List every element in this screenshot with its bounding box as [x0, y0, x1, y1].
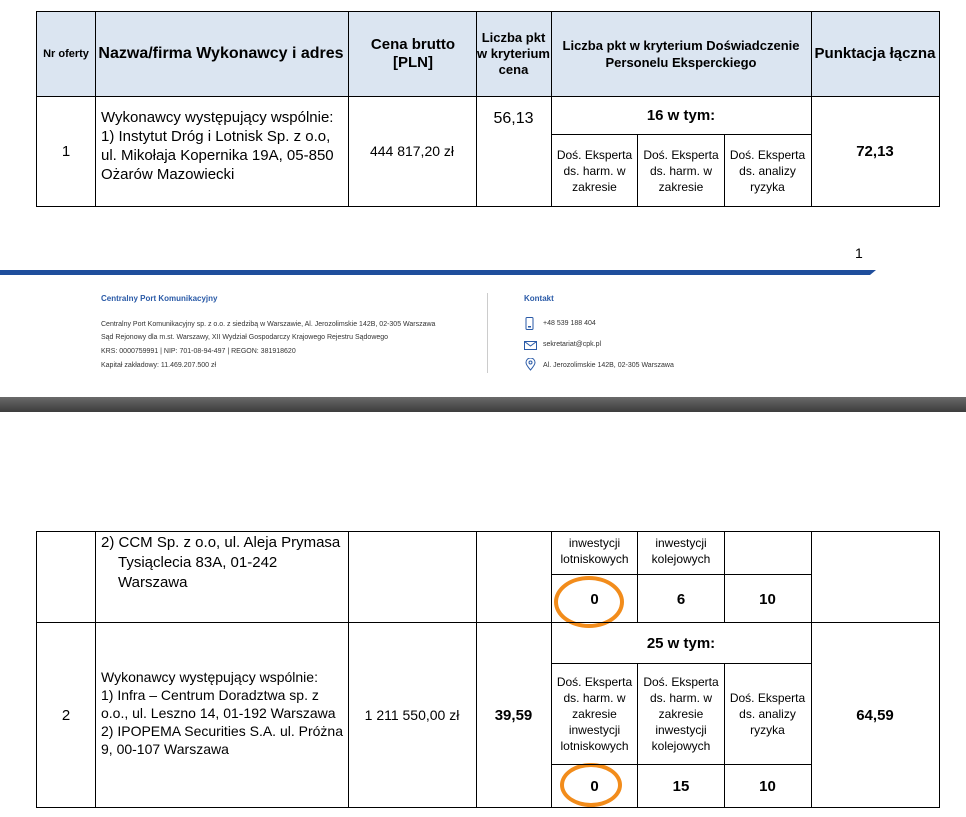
- header-price: Cena brutto [PLN]: [353, 11, 473, 96]
- footer-phone[interactable]: +48 539 188 404: [543, 320, 596, 327]
- offer1-sub1-top: Doś. Eksperta ds. harm. w zakresie: [556, 148, 633, 194]
- offer1-val3: 10: [759, 591, 776, 608]
- header-name: Nazwa/firma Wykonawcy i adres: [95, 11, 347, 96]
- footer-company-line4: Kapitał zakładowy: 11.469.207.500 zł: [101, 362, 217, 369]
- offer2-sub1: Doś. Eksperta ds. harm. w zakresie inwestycji lotniskowych: [556, 675, 633, 753]
- footer-company-line1: Centralny Port Komunikacyjny sp. z o.o. z siedzibą w Warszawie, Al. Jerozolimskie 142B, 02-305 Warszawa: [101, 321, 436, 328]
- offer2-sub3: Doś. Eksperta ds. analizy ryzyka: [729, 691, 806, 737]
- offer1-sub2-bottom: inwestycji kolejowych: [651, 536, 711, 566]
- offer1-name-part1: Wykonawcy występujący wspólnie: 1) Instytut Dróg i Lotnisk Sp. z o.o, ul. Mikołaja Kopernika 19A, 05-850 Ożarów Mazowiecki: [101, 109, 334, 183]
- offer2-val3: 10: [759, 777, 776, 795]
- footer-email[interactable]: sekretariat@cpk.pl: [543, 341, 602, 348]
- header-pts-price: Liczba pkt w kryterium cena: [476, 11, 551, 96]
- offer2-name: Wykonawcy występujący wspólnie: 1) Infra – Centrum Doradztwa sp. z o.o., ul. Leszno 14, 01-192 Warszawa 2) IPOPEMA Securities S.A. ul. Próżna 9, 00-107 Warszawa: [101, 669, 343, 757]
- footer-separator: [487, 293, 488, 373]
- phone-icon: [524, 317, 535, 335]
- offer2-pts-price: 39,59: [494, 706, 533, 724]
- offer1-nr: 1: [61, 142, 71, 160]
- offer1-sub1-bottom: inwestycji lotniskowych: [560, 536, 629, 566]
- page-number: 1: [855, 245, 863, 261]
- footer-company-line3: KRS: 0000759991 | NIP: 701-08-94-497 | REGON: 381918620: [101, 348, 296, 355]
- page-break: [0, 397, 966, 412]
- offer1-price: 444 817,20 zł: [369, 143, 455, 159]
- offer2-val2: 15: [672, 777, 690, 795]
- offer1-sub2-top: Doś. Eksperta ds. harm. w zakresie: [643, 148, 719, 194]
- header-experience: Liczba pkt w kryterium Doświadczenie Personelu Eksperckiego: [555, 11, 807, 96]
- offer1-pts-price: 56,13: [493, 110, 534, 127]
- offer2-val1: 0: [590, 777, 599, 795]
- highlight-circle-offer1: [554, 576, 624, 628]
- offer1-exp-total: 16 w tym:: [646, 106, 716, 124]
- footer-divider: [0, 270, 876, 275]
- header-total: Punktacja łączna: [811, 11, 939, 96]
- offer2-total: 64,59: [856, 706, 894, 724]
- offer1-val2: 6: [676, 591, 686, 608]
- offer1-name-part2: 2) CCM Sp. z o.o, ul. Aleja Prymasa Tysiąclecia 83A, 01-242 Warszawa: [101, 534, 341, 591]
- offer1-total: 72,13: [856, 142, 894, 160]
- offer1-sub3: Doś. Eksperta ds. analizy ryzyka: [729, 148, 806, 194]
- offer2-price: 1 211 550,00 zł: [364, 707, 460, 723]
- header-nr: Nr oferty: [37, 11, 95, 96]
- offer2-exp-total: 25 w tym:: [646, 634, 716, 652]
- location-icon: [525, 358, 536, 376]
- offer2-nr: 2: [61, 706, 71, 724]
- footer-company-title: Centralny Port Komunikacyjny: [101, 294, 218, 303]
- highlight-circle-offer2: [560, 763, 622, 807]
- footer-contact-title: Kontakt: [524, 294, 554, 303]
- footer-address: Al. Jerozolimskie 142B, 02-305 Warszawa: [543, 362, 674, 369]
- offer1-val1: 0: [590, 591, 599, 608]
- footer-company-line2: Sąd Rejonowy dla m.st. Warszawy, XII Wydział Gospodarczy Krajowego Rejestru Sądowego: [101, 334, 389, 341]
- email-icon: [524, 338, 537, 356]
- offer2-sub2: Doś. Eksperta ds. harm. w zakresie inwestycji kolejowych: [643, 675, 719, 753]
